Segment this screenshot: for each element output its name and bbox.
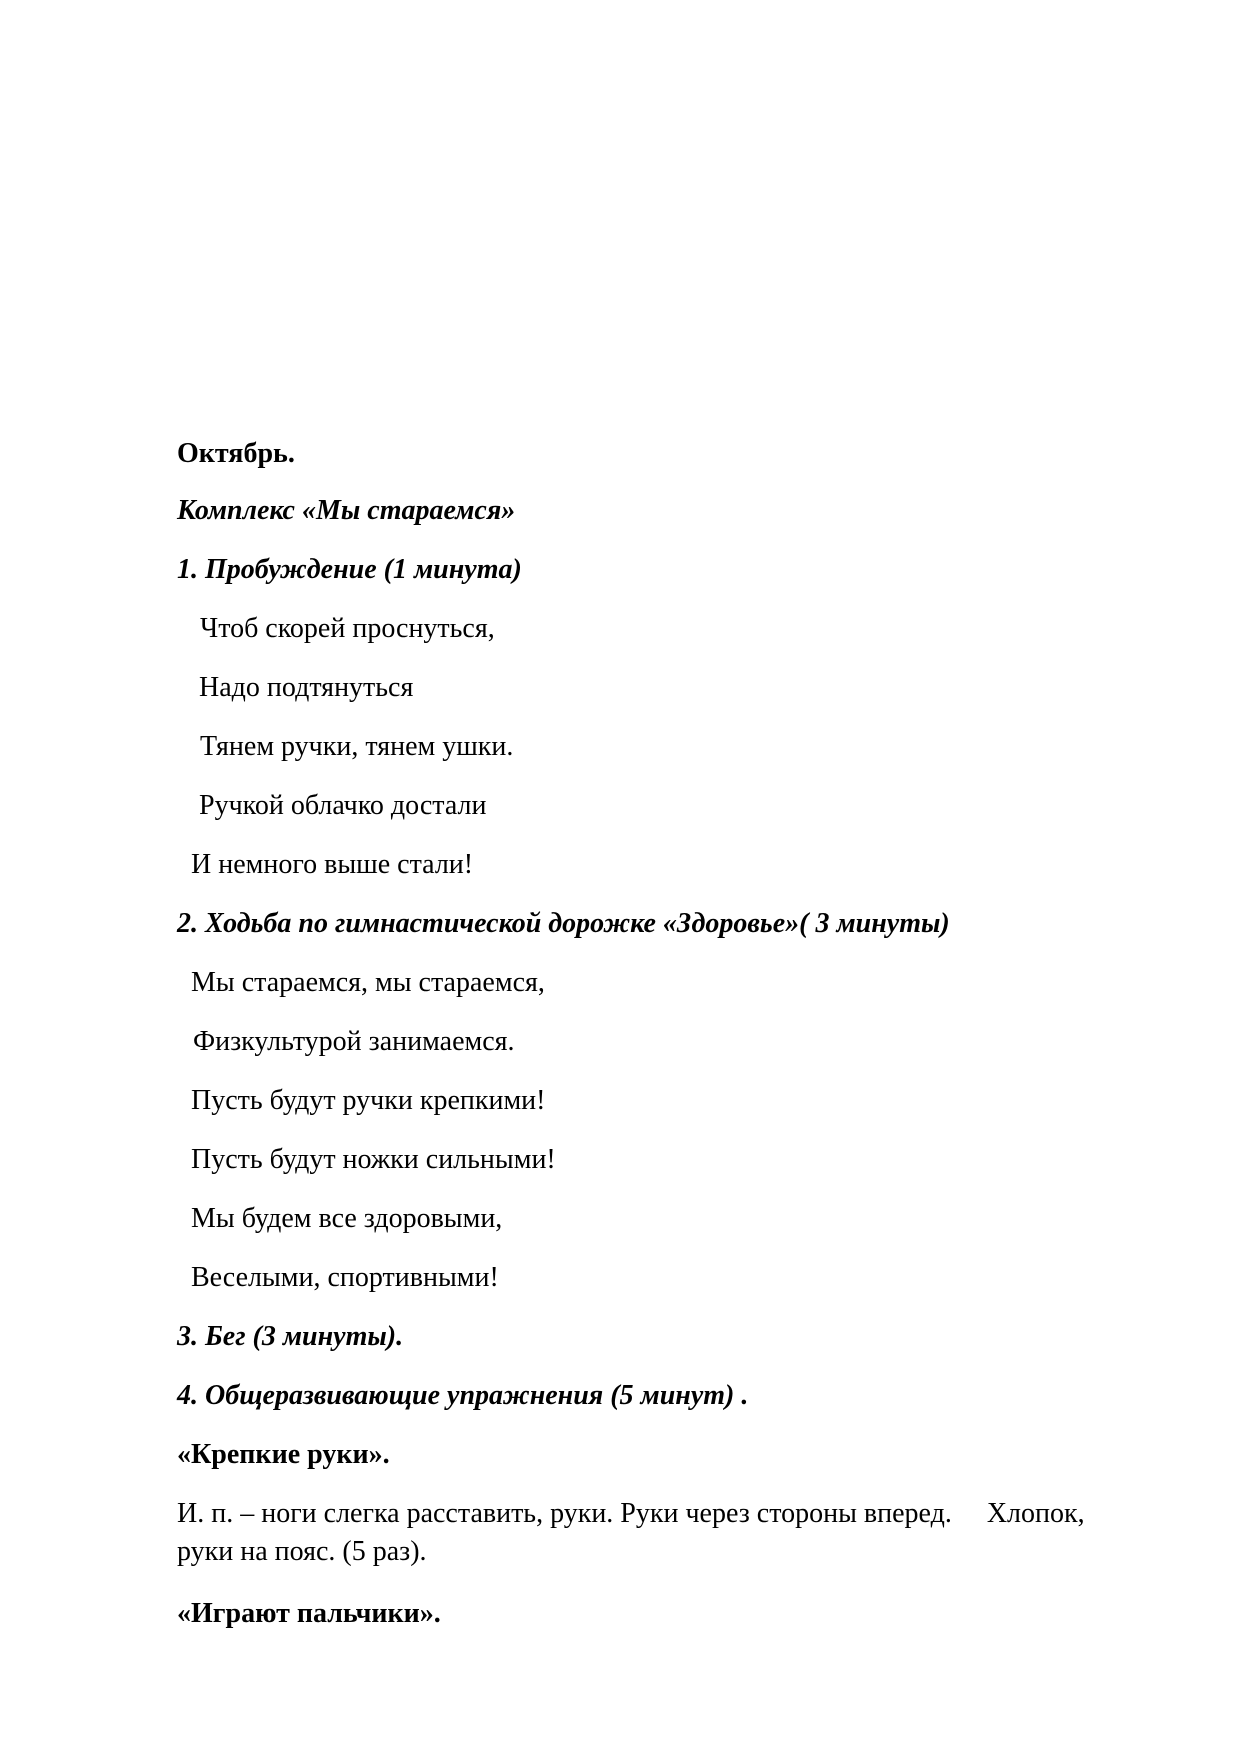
exercise-description: И. п. – ноги слегка расставить, руки. Руки через стороны вперед. Хлопок, — [177, 1498, 1085, 1529]
poem-line: Физкультурой занимаемся. — [193, 1026, 515, 1057]
section-1-title: 1. Пробуждение (1 минута) — [177, 554, 522, 585]
month-heading: Октябрь. — [177, 438, 295, 469]
poem-line: Пусть будут ручки крепкими! — [191, 1085, 546, 1116]
section-3-title: 3. Бег (3 минуты). — [177, 1321, 404, 1352]
poem-line: Пусть будут ножки сильными! — [191, 1144, 556, 1175]
poem-line: Веселыми, спортивными! — [191, 1262, 499, 1293]
poem-line: Мы стараемся, мы стараемся, — [191, 967, 545, 998]
section-4-title: 4. Общеразвивающие упражнения (5 минут) . — [177, 1380, 749, 1411]
section-2-title: 2. Ходьба по гимнастической дорожке «Здоровье»( 3 минуты) — [177, 908, 950, 939]
exercise-description: руки на пояс. (5 раз). — [177, 1536, 427, 1567]
poem-line: И немного выше стали! — [191, 849, 474, 880]
exercise-title: «Крепкие руки». — [177, 1439, 390, 1470]
poem-line: Надо подтянуться — [199, 672, 414, 703]
poem-line: Чтоб скорей проснуться, — [200, 613, 495, 644]
poem-line: Ручкой облачко достали — [199, 790, 487, 821]
poem-line: Мы будем все здоровыми, — [191, 1203, 503, 1234]
poem-line: Тянем ручки, тянем ушки. — [200, 731, 514, 762]
exercise-title: «Играют пальчики». — [177, 1598, 441, 1629]
complex-title: Комплекс «Мы стараемся» — [177, 495, 516, 526]
